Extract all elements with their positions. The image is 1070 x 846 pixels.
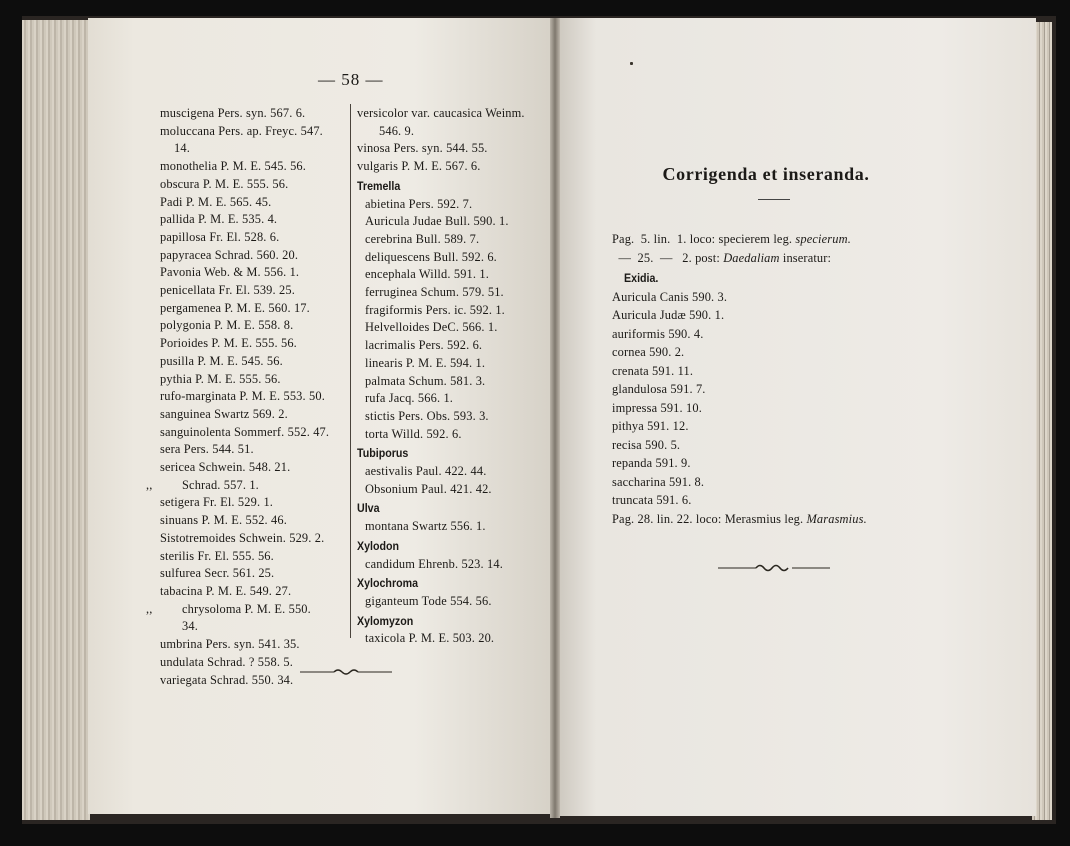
entry-text: torta Willd. 592. 6. bbox=[365, 426, 462, 441]
fleuron-ornament bbox=[298, 668, 394, 676]
entry-text: encephala Willd. 591. 1. bbox=[365, 267, 489, 282]
entry-text: saccharina 591. 8. bbox=[612, 474, 705, 489]
entry-text: pithya 591. 12. bbox=[612, 419, 689, 433]
corrigenda-list bbox=[612, 230, 932, 528]
corrigenda-entry bbox=[612, 380, 932, 399]
entry-text: pusilla P. M. E. 545. 56. bbox=[160, 353, 283, 368]
entry-text: Xylodon bbox=[357, 538, 400, 553]
entry-text: sinuans P. M. E. 552. 46. bbox=[160, 513, 287, 528]
entry-text: — 25. — 2. post: bbox=[612, 250, 724, 265]
index-entry bbox=[357, 373, 557, 391]
index-entry bbox=[357, 337, 557, 355]
corrigenda-entry bbox=[612, 473, 932, 492]
genus-heading bbox=[357, 178, 529, 196]
entry-text: polygonia P. M. E. 558. 8. bbox=[160, 318, 294, 333]
index-entry bbox=[357, 518, 557, 536]
entry-text: sericea Schwein. 548. 21. bbox=[160, 460, 291, 475]
entry-text: Tubiporus bbox=[357, 446, 409, 461]
index-entry bbox=[357, 249, 557, 267]
entry-text: pergamenea P. M. E. 560. 17. bbox=[160, 300, 310, 315]
entry-text: umbrina Pers. syn. 541. 35. bbox=[160, 637, 300, 652]
entry-text: palmata Schum. 581. 3. bbox=[365, 373, 486, 388]
entry-text: papyracea Schrad. 560. 20. bbox=[160, 247, 299, 262]
index-entry bbox=[160, 371, 350, 389]
entry-text: Pag. 28. lin. 22. loco: Merasmius leg. bbox=[612, 511, 807, 526]
index-entry bbox=[357, 630, 557, 648]
entry-text: auriformis 590. 4. bbox=[612, 326, 704, 341]
entry-text: muscigena Pers. syn. 567. 6. bbox=[160, 106, 306, 120]
index-entry bbox=[357, 123, 557, 141]
index-entry bbox=[357, 140, 557, 158]
index-entry bbox=[160, 565, 350, 583]
entry-text: penicellata Fr. El. 539. 25. bbox=[160, 283, 295, 298]
ditto-mark: ,, bbox=[146, 601, 153, 616]
entry-text: chrysoloma P. M. E. 550. bbox=[182, 601, 311, 616]
genus-heading bbox=[357, 575, 529, 593]
index-entry bbox=[357, 390, 557, 408]
entry-text: Schrad. 557. 1. bbox=[182, 477, 259, 492]
corrigenda-entry bbox=[612, 417, 932, 436]
index-entry bbox=[160, 176, 350, 194]
genus-heading: Exidia. bbox=[624, 271, 659, 285]
entry-text: tabacina P. M. E. 549. 27. bbox=[160, 583, 292, 598]
index-entry bbox=[357, 319, 557, 337]
entry-text: taxicola P. M. E. 503. 20. bbox=[365, 631, 495, 646]
index-column-left bbox=[146, 105, 350, 689]
entry-text: 546. 9. bbox=[379, 123, 415, 138]
entry-text: cerebrina Bull. 589. 7. bbox=[365, 231, 480, 246]
entry-text: Auricula Canis 590. 3. bbox=[612, 289, 728, 304]
italic-correction: Daedaliam bbox=[723, 250, 780, 265]
entry-text: Auricula Judæ 590. 1. bbox=[612, 308, 725, 322]
index-entry bbox=[160, 158, 350, 176]
entry-text: linearis P. M. E. 594. 1. bbox=[365, 355, 486, 370]
entry-text: fragiformis Pers. ic. 592. 1. bbox=[365, 302, 505, 317]
index-entry bbox=[160, 441, 350, 459]
genus-heading bbox=[357, 500, 529, 518]
index-entry bbox=[146, 477, 350, 495]
entry-text: pythia P. M. E. 555. 56. bbox=[160, 371, 281, 386]
index-entry bbox=[160, 353, 350, 371]
entry-text: sera Pers. 544. 51. bbox=[160, 442, 254, 457]
entry-text: candidum Ehrenb. 523. 14. bbox=[365, 556, 503, 571]
entry-text: Tremella bbox=[357, 178, 401, 193]
genus-heading bbox=[357, 445, 529, 463]
corrigenda-entry bbox=[612, 399, 932, 418]
entry-text: sulfurea Secr. 561. 25. bbox=[160, 566, 275, 581]
index-entry bbox=[160, 229, 350, 247]
entry-text: deliquescens Bull. 592. 6. bbox=[365, 249, 497, 264]
entry-text: moluccana Pers. ap. Freyc. 547. bbox=[160, 123, 323, 138]
index-entry bbox=[160, 123, 350, 141]
entry-text: Ulva bbox=[357, 501, 380, 516]
ditto-mark: ,, bbox=[146, 477, 153, 492]
index-entry bbox=[160, 530, 350, 548]
corrigenda-entry bbox=[612, 491, 932, 510]
fleuron-ornament bbox=[716, 563, 832, 573]
entry-text: setigera Fr. El. 529. 1. bbox=[160, 495, 274, 510]
entry-text: papillosa Fr. El. 528. 6. bbox=[160, 229, 280, 244]
index-entry bbox=[357, 284, 557, 302]
index-entry bbox=[160, 335, 350, 353]
index-entry bbox=[160, 105, 350, 123]
index-entry bbox=[160, 282, 350, 300]
speck bbox=[630, 62, 633, 65]
entry-text: sanguinea Swartz 569. 2. bbox=[160, 406, 288, 421]
italic-correction: Marasmius. bbox=[806, 511, 867, 526]
entry-text: obscura P. M. E. 555. 56. bbox=[160, 176, 289, 191]
index-entry bbox=[160, 424, 350, 442]
entry-text: aestivalis Paul. 422. 44. bbox=[365, 464, 487, 479]
entry-text: variegata Schrad. 550. 34. bbox=[160, 672, 294, 687]
index-entry bbox=[160, 494, 350, 512]
index-entry bbox=[160, 211, 350, 229]
entry-text: 34. bbox=[182, 619, 198, 634]
corrigenda-title: Corrigenda et inseranda. bbox=[662, 164, 870, 184]
genus-heading bbox=[357, 613, 529, 631]
entry-text: ferruginea Schum. 579. 51. bbox=[365, 285, 504, 300]
entry-text: Xylomyzon bbox=[357, 613, 414, 628]
index-entry bbox=[160, 317, 350, 335]
index-entry bbox=[357, 231, 557, 249]
entry-text: Helvelloides DeC. 566. 1. bbox=[365, 320, 498, 335]
entry-text: Pag. 5. lin. 1. loco: specierem leg. bbox=[612, 232, 796, 246]
entry-text: 14. bbox=[174, 141, 190, 156]
entry-text: vinosa Pers. syn. 544. 55. bbox=[357, 141, 488, 156]
entry-text: crenata 591. 11. bbox=[612, 363, 694, 378]
entry-text: lacrimalis Pers. 592. 6. bbox=[365, 338, 483, 353]
title-rule bbox=[758, 199, 790, 200]
entry-text: truncata 591. 6. bbox=[612, 493, 692, 507]
corrigenda-entry bbox=[612, 454, 932, 473]
entry-text: recisa 590. 5. bbox=[612, 437, 681, 452]
entry-text: giganteum Tode 554. 56. bbox=[365, 593, 492, 608]
index-entry bbox=[357, 302, 557, 320]
entry-text: undulata Schrad. ? 558. 5. bbox=[160, 654, 293, 669]
entry-text: montana Swartz 556. 1. bbox=[365, 519, 486, 534]
entry-text: stictis Pers. Obs. 593. 3. bbox=[365, 408, 489, 423]
entry-text: versicolor var. caucasica Weinm. bbox=[357, 106, 525, 120]
index-entry bbox=[160, 247, 350, 265]
index-entry bbox=[146, 601, 350, 619]
corrigenda-entry bbox=[612, 306, 932, 325]
entry-text: Porioides P. M. E. 555. 56. bbox=[160, 336, 297, 351]
entry-text: cornea 590. 2. bbox=[612, 345, 685, 359]
entry-text: sterilis Fr. El. 555. 56. bbox=[160, 548, 274, 563]
index-entry bbox=[357, 556, 557, 574]
corrigenda-entry bbox=[612, 510, 932, 529]
page-edges-left bbox=[22, 20, 90, 820]
corrigenda-entry bbox=[612, 436, 932, 455]
italic-correction: specierum. bbox=[795, 232, 851, 246]
index-entry bbox=[357, 266, 557, 284]
index-entry bbox=[160, 388, 350, 406]
entry-text: Auricula Judae Bull. 590. 1. bbox=[365, 214, 509, 229]
entry-text: Xylochroma bbox=[357, 576, 419, 591]
entry-text: monothelia P. M. E. 545. 56. bbox=[160, 159, 307, 174]
index-entry bbox=[160, 300, 350, 318]
entry-text: Pavonia Web. & M. 556. 1. bbox=[160, 265, 300, 280]
index-entry bbox=[160, 264, 350, 282]
entry-text: rufo-marginata P. M. E. 553. 50. bbox=[160, 389, 325, 404]
entry-text: rufa Jacq. 566. 1. bbox=[365, 391, 454, 406]
corrigenda-entry bbox=[612, 230, 932, 249]
entry-text: Obsonium Paul. 421. 42. bbox=[365, 481, 492, 496]
index-entry bbox=[160, 194, 350, 212]
index-entry bbox=[160, 583, 350, 601]
index-column-right bbox=[357, 105, 557, 648]
column-divider bbox=[350, 104, 351, 638]
entry-text: sanguinolenta Sommerf. 552. 47. bbox=[160, 424, 330, 439]
corrigenda-entry bbox=[612, 325, 932, 344]
entry-text: impressa 591. 10. bbox=[612, 400, 702, 415]
entry-text: repanda 591. 9. bbox=[612, 456, 691, 470]
corrigenda-entry bbox=[612, 249, 932, 268]
genus-heading bbox=[357, 538, 529, 556]
index-entry bbox=[160, 618, 350, 636]
entry-text: pallida P. M. E. 535. 4. bbox=[160, 212, 278, 227]
index-entry bbox=[357, 196, 557, 214]
entry-text: vulgaris P. M. E. 567. 6. bbox=[357, 159, 481, 174]
entry-text: Sistotremoides Schwein. 529. 2. bbox=[160, 530, 325, 545]
index-entry bbox=[160, 140, 350, 158]
index-entry bbox=[357, 426, 557, 444]
index-entry bbox=[357, 481, 557, 499]
index-entry bbox=[357, 463, 557, 481]
corrigenda-entry bbox=[612, 288, 932, 307]
index-entry bbox=[357, 105, 557, 123]
corrigenda-entry bbox=[612, 362, 932, 381]
index-entry bbox=[160, 512, 350, 530]
index-entry bbox=[357, 593, 557, 611]
index-entry bbox=[160, 406, 350, 424]
entry-text: abietina Pers. 592. 7. bbox=[365, 196, 473, 211]
corrigenda-entry bbox=[612, 343, 932, 362]
index-entry bbox=[160, 636, 350, 654]
entry-text: glandulosa 591. 7. bbox=[612, 382, 706, 396]
index-entry bbox=[160, 548, 350, 566]
index-entry bbox=[357, 158, 557, 176]
entry-text: Padi P. M. E. 565. 45. bbox=[160, 194, 272, 209]
index-entry bbox=[357, 213, 557, 231]
index-entry bbox=[357, 355, 557, 373]
index-entry bbox=[357, 408, 557, 426]
index-entry bbox=[160, 459, 350, 477]
page-number: — 58 — bbox=[318, 70, 384, 89]
entry-text: inseratur: bbox=[779, 250, 832, 265]
